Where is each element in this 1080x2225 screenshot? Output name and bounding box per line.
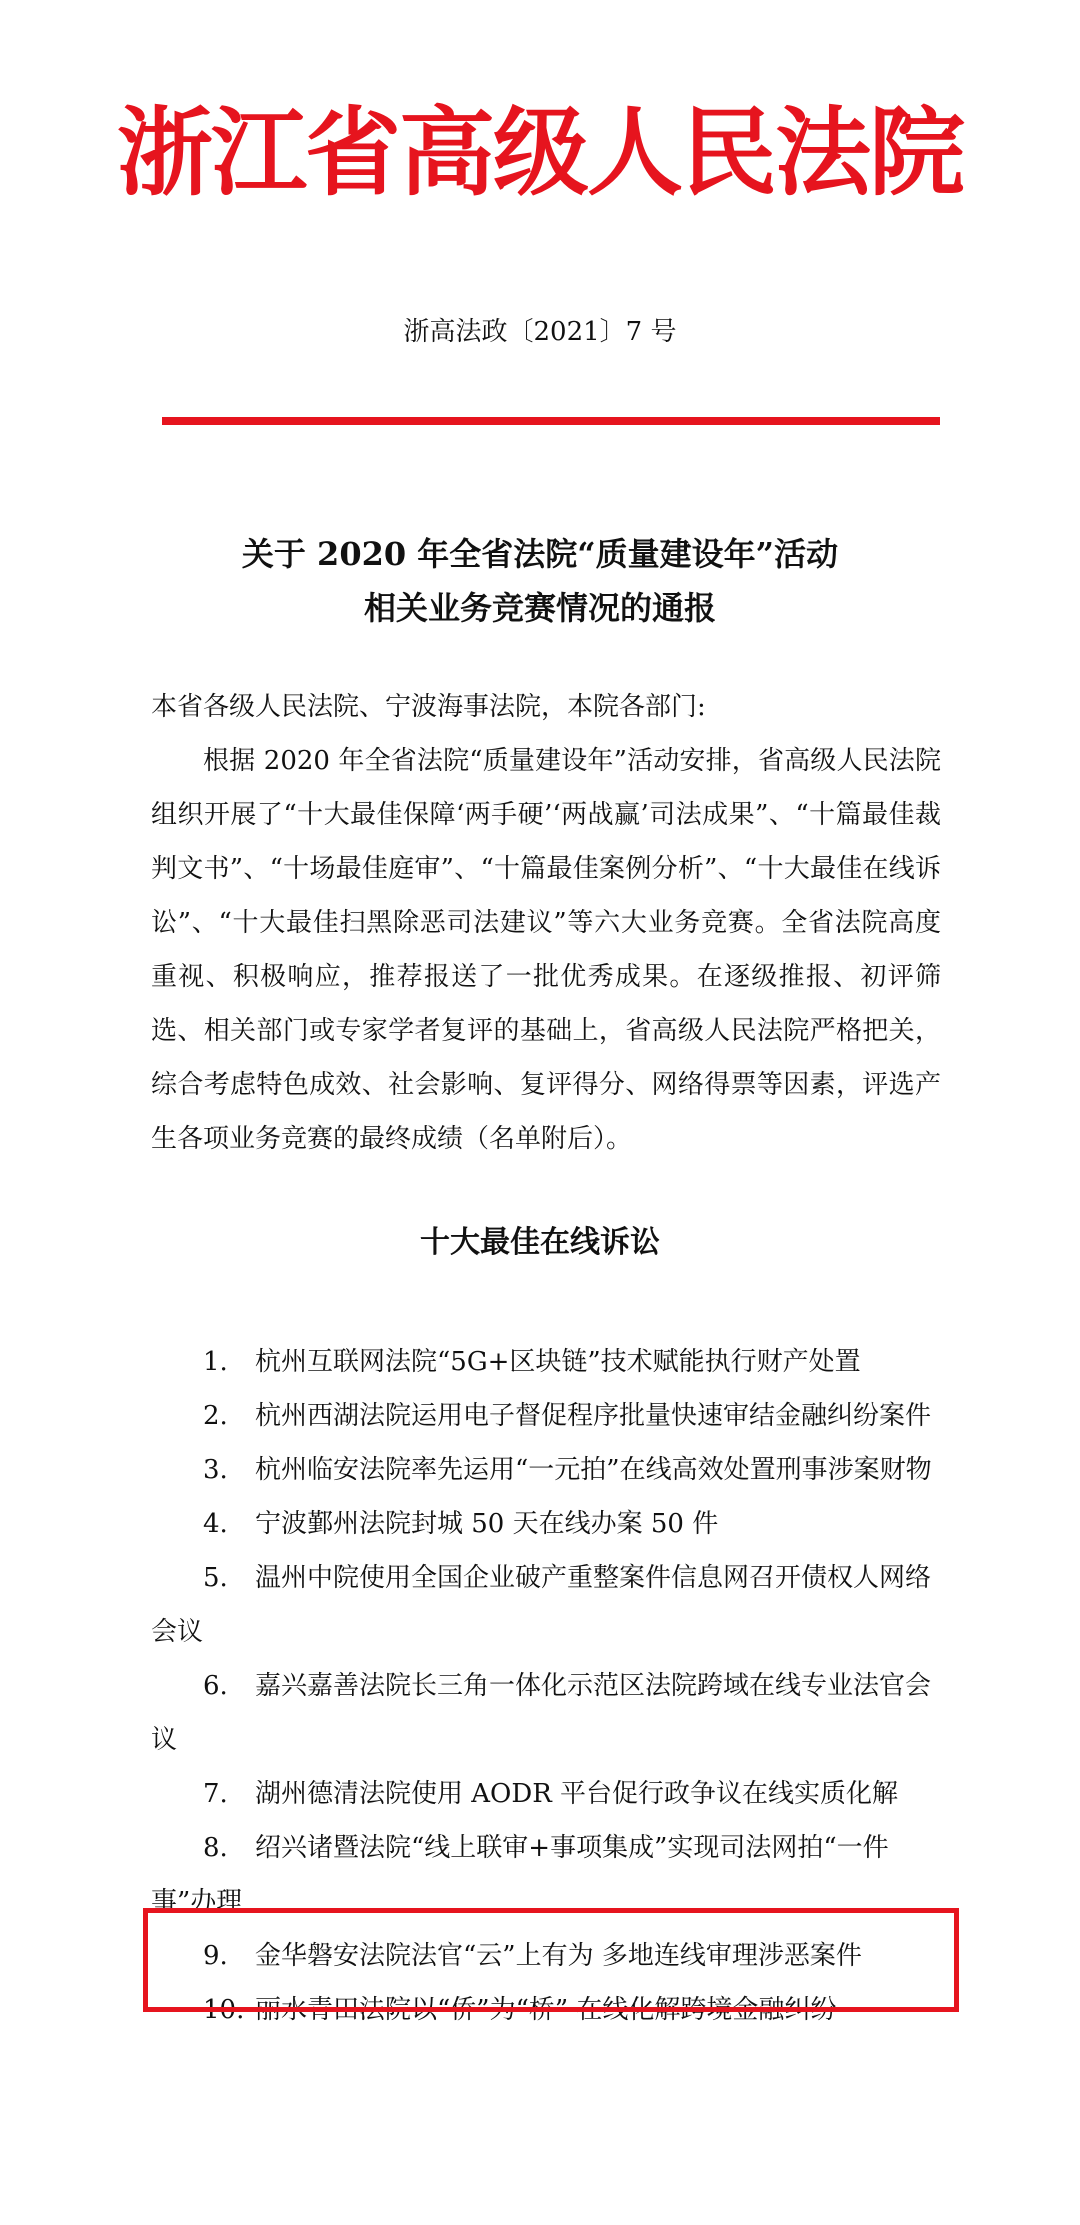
item-number: 1. xyxy=(203,1347,228,1377)
list-item xyxy=(151,1335,941,1389)
document-number: 浙高法政〔2021〕7 号 xyxy=(403,317,677,347)
item-text: 绍兴诸暨法院“线上联审+事项集成”实现司法网拍“一件事”办理 xyxy=(151,1833,889,1917)
item-text: 杭州西湖法院运用电子督促程序批量快速审结金融纠纷案件 xyxy=(255,1401,932,1431)
intro-paragraph: 根据 2020 年全省法院“质量建设年”活动安排，省高级人民法院组织开展了“十大最佳保障‘两手硬’‘两战赢’司法成果”、“十篇最佳裁判文书”、“十场最佳庭审”、“十篇最佳案例分析”、“十大最佳在线诉讼”、“十大最佳扫黑除恶司法建议”等六大业务竞赛。全省法院高度重视、积极响应，推荐报送了一批优秀成果。在逐级推报、初评筛选、相关部门或专家学者复评的基础上，省高级人民法院严格把关，综合考虑特色成效、社会影响、复评得分、网络得票等因素，评选产生各项业务竞赛的最终成绩（名单附后）。 xyxy=(151,746,941,1154)
salutation: 本省各级人民法院、宁波海事法院，本院各部门: xyxy=(151,692,706,722)
document-title-line-2: 相关业务竞赛情况的通报 xyxy=(363,589,716,627)
item-number: 4. xyxy=(203,1509,228,1539)
item-number: 9. xyxy=(203,1941,228,1971)
item-number: 6. xyxy=(203,1671,228,1701)
item-number: 8. xyxy=(203,1833,228,1863)
item-number: 3. xyxy=(203,1455,228,1485)
red-divider xyxy=(162,417,940,425)
item-text: 嘉兴嘉善法院长三角一体化示范区法院跨域在线专业法官会议 xyxy=(151,1671,932,1755)
list-item xyxy=(151,1497,941,1551)
issuer-masthead: 浙江省高级人民法院 xyxy=(117,96,963,209)
list-item xyxy=(151,1551,941,1659)
item-text: 温州中院使用全国企业破产重整案件信息网召开债权人网络会议 xyxy=(151,1563,932,1647)
item-number: 7. xyxy=(203,1779,228,1809)
list-item xyxy=(151,1767,941,1821)
item-text: 杭州互联网法院“5G+区块链”技术赋能执行财产处置 xyxy=(255,1347,861,1377)
document-title-line-1: 关于 2020 年全省法院“质量建设年”活动 xyxy=(241,535,839,573)
section-heading: 十大最佳在线诉讼 xyxy=(420,1225,660,1260)
item-number: 5. xyxy=(203,1563,228,1593)
list-item xyxy=(151,1443,941,1497)
highlight-box xyxy=(143,1908,959,2012)
item-number: 2. xyxy=(203,1401,228,1431)
item-text: 杭州临安法院率先运用“一元拍”在线高效处置刑事涉案财物 xyxy=(255,1455,932,1485)
item-text: 丽水青田法院以“侨”为“桥” 在线化解跨境金融纠纷 xyxy=(255,1995,837,2025)
list-item xyxy=(151,1659,941,1767)
list-item xyxy=(151,1389,941,1443)
item-text: 宁波鄞州法院封城 50 天在线办案 50 件 xyxy=(255,1509,719,1539)
item-text: 湖州德清法院使用 AODR 平台促行政争议在线实质化解 xyxy=(255,1779,899,1809)
item-number: 10. xyxy=(203,1995,245,2025)
item-text: 金华磐安法院法官“云”上有为 多地连线审理涉恶案件 xyxy=(255,1941,862,1971)
